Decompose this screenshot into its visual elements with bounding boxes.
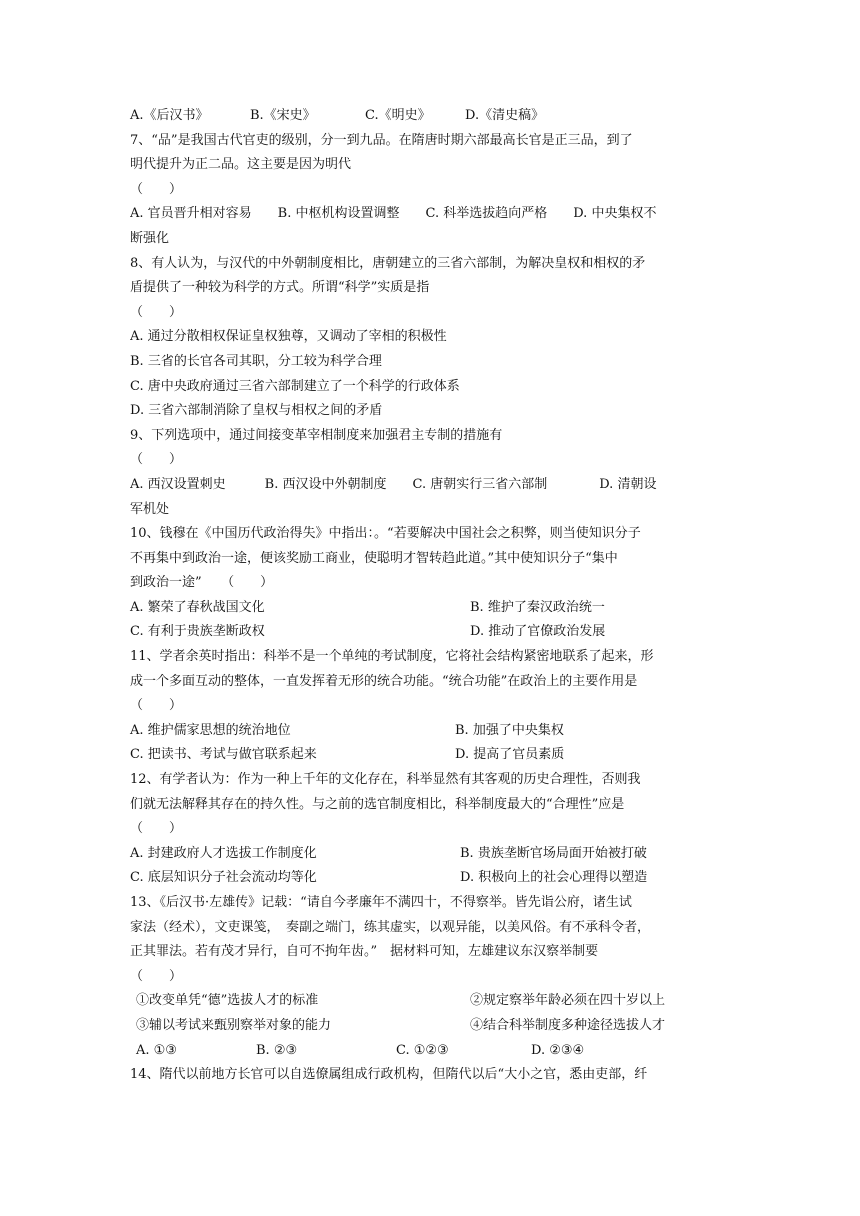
q11-option-d: D. 提高了官员素质 [455,747,565,763]
q11-stem-line-2: 成一个多面互动的整体，一直发挥着无形的统合功能。“统合功能”在政治上的主要作用是 [130,673,638,689]
q7-options-line-2: 断强化 [130,230,170,246]
q13-stem-line-3: 正其罪法。若有茂才异行，自可不拘年齿。” 据材料可知，左雄建议东汉察举制要 [130,944,599,960]
q8-option-b: B. 三省的长官各司其职，分工较为科学合理 [130,353,382,369]
q6-option-d: D.《清史稿》 [465,108,545,123]
q10-stem-line-2: 不再集中到政治一途，便该奖励工商业，使聪明才智转趋此道。”其中使知识分子“集中 [130,550,618,566]
q10-stem-line-1: 10、钱穆在《中国历代政治得失》中指出：。“若要解决中国社会之积弊，则当使知识分子 [130,526,641,542]
q12-options-row-2 [130,866,730,891]
q13-option-c: C. ①②③ [396,1042,449,1058]
q8-stem-line-2: 盾提供了一种较为科学的方式。所谓“科学”实质是指 [130,280,430,296]
q13-statement-3: ③辅以考试来甄别察举对象的能力 [136,1017,332,1033]
q8-answer-blank: （ ） [130,304,183,320]
q9-options-line-2: 军机处 [130,501,170,517]
q6-option-b: B.《宋史》 [250,108,316,123]
q12-option-c: C. 底层知识分子社会流动均等化 [130,870,317,886]
q13-options [130,1039,730,1064]
q8-stem-line-1: 8、有人认为，与汉代的中外朝制度相比，唐朝建立的三省六部制，为解决皇权和相权的矛 [130,255,646,271]
q11-option-a: A. 维护儒家思想的统治地位 [130,722,291,738]
q12-stem-line-2: 们就无法解释其存在的持久性。与之前的选官制度相比，科举制度最大的“合理性”应是 [130,796,625,812]
question-list [130,104,730,1088]
q13-statements-row-2 [130,1014,730,1039]
q14-stem-line-1: 14、隋代以前地方长官可以自选僚属组成行政机构，但隋代以后“大小之官，悉由吏部，纤 [130,1067,648,1083]
q10-option-c: C. 有利于贵族垄断政权 [130,624,265,640]
q13-option-b: B. ②③ [256,1042,298,1058]
q9-stem: 9、下列选项中，通过间接变革宰相制度来加强君主专制的措施有 [130,427,503,443]
q10-stem-line-3: 到政治一途” （ ） [130,575,274,591]
q9-options-line-1: A. 西汉设置刺史 B. 西汉设中外朝制度 C. 唐朝实行三省六部制 D. 清朝设 [130,476,657,492]
q13-statements-row-1 [130,989,730,1014]
q12-option-d: D. 积极向上的社会心理得以塑造 [460,870,648,886]
q13-statement-1: ①改变单凭“德”选拔人才的标准 [136,993,319,1009]
q12-option-b: B. 贵族垄断官场局面开始被打破 [460,845,647,861]
q13-statement-4: ④结合科举制度多种途径选拔人才 [470,1017,666,1033]
q11-options-row-1 [130,719,730,744]
q8-option-d: D. 三省六部制消除了皇权与相权之间的矛盾 [130,403,383,419]
q10-options-row-1 [130,596,730,621]
q12-answer-blank: （ ） [130,821,183,837]
q13-stem-line-1: 13、《后汉书·左雄传》记载：“请自今孝廉年不满四十，不得察举。皆先诣公府，诸生试 [130,895,632,910]
q13-stem-line-2: 家法（经术），文吏课笺， 奏副之端门，练其虚实，以观异能，以美风俗。有不承科令者， [130,919,651,935]
q11-option-c: C. 把读书、考试与做官联系起来 [130,747,317,763]
q10-option-a: A. 繁荣了春秋战国文化 [130,599,265,615]
q12-options-row-1 [130,842,730,867]
q7-stem-line-2: 明代提升为正二品。这主要是因为明代 [130,157,352,173]
q13-statement-2: ②规定察举年龄必须在四十岁以上 [470,993,666,1009]
q11-stem-line-1: 11、学者余英时指出：科举不是一个单纯的考试制度，它将社会结构紧密地联系了起来，形 [130,649,654,665]
q7-answer-blank: （ ） [130,181,183,197]
q8-option-a: A. 通过分散相权保证皇权独尊，又调动了宰相的积极性 [130,329,447,345]
q10-options-row-2 [130,620,730,645]
q9-answer-blank: （ ） [130,452,183,468]
q8-option-c: C. 唐中央政府通过三省六部制建立了一个科学的行政体系 [130,378,460,394]
q6-option-c: C.《明史》 [365,108,431,123]
q13-option-d: D. ②③④ [531,1042,585,1058]
q6-options [130,104,730,129]
q11-answer-blank: （ ） [130,698,183,714]
q7-options-line-1: A. 官员晋升相对容易 B. 中枢机构设置调整 C. 科举选拔趋向严格 D. 中央集权不 [130,206,657,222]
q11-option-b: B. 加强了中央集权 [455,722,564,738]
q10-option-d: D. 推动了官僚政治发展 [470,624,606,640]
q11-options-row-2 [130,743,730,768]
q12-stem-line-1: 12、有学者认为：作为一种上千年的文化存在，科举显然有其客观的历史合理性，否则我 [130,772,641,788]
q12-option-a: A. 封建政府人才选拔工作制度化 [130,845,317,861]
q13-answer-blank: （ ） [130,968,183,984]
q10-option-b: B. 维护了秦汉政治统一 [470,599,605,615]
q13-option-a: A. ①③ [136,1042,177,1058]
q6-option-a: A.《后汉书》 [130,108,209,123]
q7-stem-line-1: 7、“品”是我国古代官吏的级别，分一到九品。在隋唐时期六部最高长官是正三品，到了 [130,132,633,148]
